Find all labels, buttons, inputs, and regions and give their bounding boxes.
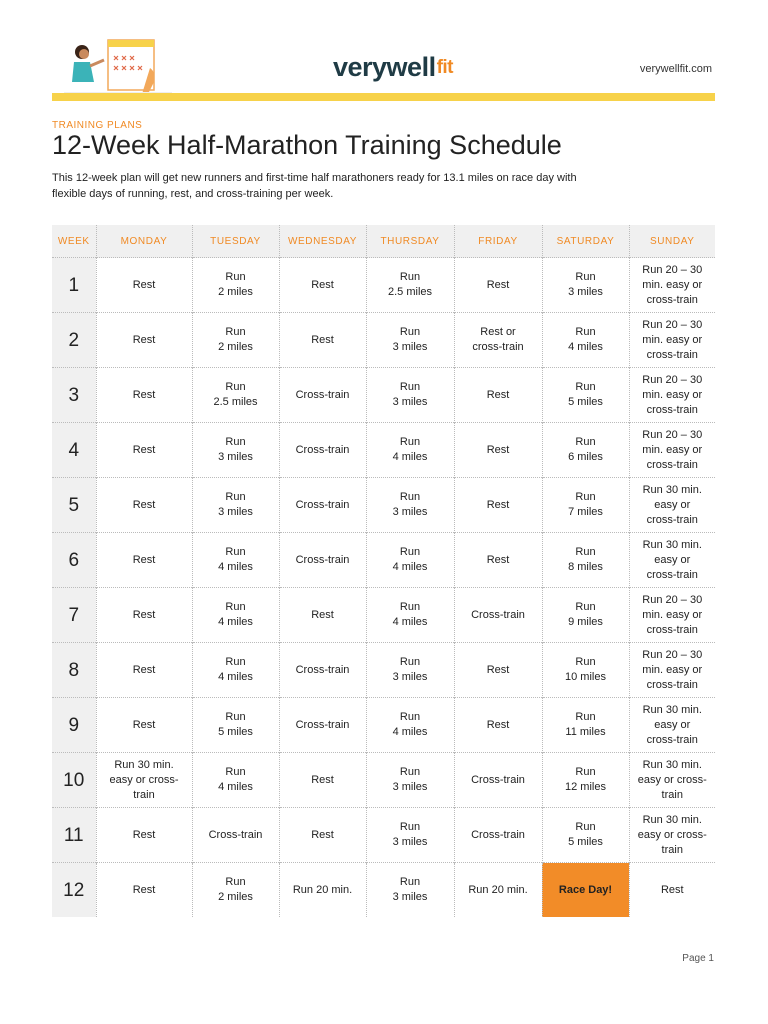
day-cell-tuesday: Run 3 miles [192, 478, 279, 533]
day-cell-tuesday: Run 4 miles [192, 643, 279, 698]
day-cell-friday: Run 20 min. [454, 863, 542, 918]
day-cell-sunday: Run 20 – 30 min. easy or cross-train [629, 368, 715, 423]
day-cell-sunday: Run 30 min. easy or cross-train [629, 478, 715, 533]
day-cell-sunday: Run 20 – 30 min. easy or cross-train [629, 258, 715, 313]
day-cell-sunday: Run 30 min. easy or cross-train [629, 698, 715, 753]
table-row [52, 533, 715, 588]
day-cell-saturday: Run 6 miles [542, 423, 629, 478]
day-cell-thursday: Run 4 miles [366, 588, 454, 643]
day-cell-saturday: Run 7 miles [542, 478, 629, 533]
day-cell-sunday: Run 20 – 30 min. easy or cross-train [629, 643, 715, 698]
day-cell-tuesday: Run 2 miles [192, 258, 279, 313]
day-cell-wednesday: Rest [279, 258, 366, 313]
table-row [52, 643, 715, 698]
week-number: 5 [52, 478, 96, 533]
day-cell-monday: Rest [96, 588, 192, 643]
day-cell-saturday: Run 12 miles [542, 753, 629, 808]
day-cell-saturday: Run 4 miles [542, 313, 629, 368]
day-cell-saturday: Run 5 miles [542, 808, 629, 863]
week-number: 3 [52, 368, 96, 423]
table-row [52, 588, 715, 643]
day-cell-friday: Rest or cross-train [454, 313, 542, 368]
day-cell-tuesday: Run 4 miles [192, 533, 279, 588]
week-number: 2 [52, 313, 96, 368]
column-header-friday: FRIDAY [454, 225, 542, 258]
day-cell-monday: Rest [96, 863, 192, 918]
header-divider [52, 93, 715, 101]
week-number: 11 [52, 808, 96, 863]
day-cell-friday: Cross-train [454, 753, 542, 808]
day-cell-thursday: Run 4 miles [366, 698, 454, 753]
day-cell-sunday: Run 20 – 30 min. easy or cross-train [629, 423, 715, 478]
day-cell-friday: Rest [454, 258, 542, 313]
column-header-thursday: THURSDAY [366, 225, 454, 258]
training-schedule-table [52, 225, 715, 917]
day-cell-friday: Rest [454, 533, 542, 588]
column-header-monday: MONDAY [96, 225, 192, 258]
day-cell-monday: Rest [96, 808, 192, 863]
day-cell-tuesday: Run 3 miles [192, 423, 279, 478]
day-cell-monday: Run 30 min. easy or cross- train [96, 753, 192, 808]
day-cell-wednesday: Cross-train [279, 368, 366, 423]
day-cell-tuesday: Run 2 miles [192, 863, 279, 918]
week-number: 4 [52, 423, 96, 478]
day-cell-thursday: Run 3 miles [366, 808, 454, 863]
day-cell-friday: Rest [454, 423, 542, 478]
day-cell-monday: Rest [96, 533, 192, 588]
day-cell-tuesday: Run 5 miles [192, 698, 279, 753]
table-header-row [52, 225, 715, 258]
column-header-saturday: SATURDAY [542, 225, 629, 258]
day-cell-tuesday: Cross-train [192, 808, 279, 863]
day-cell-monday: Rest [96, 698, 192, 753]
day-cell-thursday: Run 3 miles [366, 478, 454, 533]
day-cell-sunday: Run 30 min. easy or cross- train [629, 753, 715, 808]
intro-paragraph: This 12-week plan will get new runners and first-time half marathoners ready for 13.1 miles on race day with flexible days of running, rest, and cross-training per week. [52, 172, 577, 200]
week-number: 6 [52, 533, 96, 588]
day-cell-tuesday: Run 2 miles [192, 313, 279, 368]
day-cell-saturday: Run 3 miles [542, 258, 629, 313]
day-cell-saturday: Run 10 miles [542, 643, 629, 698]
table-row [52, 258, 715, 313]
brand-logo[interactable]: verywellfit [333, 52, 454, 82]
day-cell-saturday: Run 9 miles [542, 588, 629, 643]
day-cell-monday: Rest [96, 643, 192, 698]
day-cell-thursday: Run 3 miles [366, 753, 454, 808]
day-cell-wednesday: Rest [279, 588, 366, 643]
day-cell-friday: Cross-train [454, 808, 542, 863]
day-cell-wednesday: Cross-train [279, 478, 366, 533]
day-cell-friday: Rest [454, 478, 542, 533]
page-title: 12-Week Half-Marathon Training Schedule [52, 130, 562, 160]
day-cell-wednesday: Run 20 min. [279, 863, 366, 918]
table-row [52, 313, 715, 368]
day-cell-sunday: Run 20 – 30 min. easy or cross-train [629, 313, 715, 368]
day-cell-sunday: Run 30 min. easy or cross-train [629, 533, 715, 588]
day-cell-monday: Rest [96, 368, 192, 423]
day-cell-tuesday: Run 4 miles [192, 753, 279, 808]
week-number: 9 [52, 698, 96, 753]
column-header-week: WEEK [52, 225, 96, 258]
day-cell-monday: Rest [96, 313, 192, 368]
column-header-tuesday: TUESDAY [192, 225, 279, 258]
table-row [52, 863, 715, 918]
day-cell-wednesday: Cross-train [279, 643, 366, 698]
day-cell-saturday: Run 5 miles [542, 368, 629, 423]
day-cell-friday: Rest [454, 698, 542, 753]
day-cell-saturday: Run 8 miles [542, 533, 629, 588]
day-cell-friday: Cross-train [454, 588, 542, 643]
day-cell-friday: Rest [454, 643, 542, 698]
column-header-sunday: SUNDAY [629, 225, 715, 258]
day-cell-thursday: Run 3 miles [366, 643, 454, 698]
day-cell-saturday: Run 11 miles [542, 698, 629, 753]
day-cell-wednesday: Rest [279, 313, 366, 368]
day-cell-tuesday: Run 4 miles [192, 588, 279, 643]
week-number: 1 [52, 258, 96, 313]
table-row [52, 808, 715, 863]
table-row [52, 368, 715, 423]
week-number: 10 [52, 753, 96, 808]
category-label: TRAINING PLANS [52, 120, 143, 131]
week-number: 8 [52, 643, 96, 698]
table-row [52, 753, 715, 808]
day-cell-monday: Rest [96, 423, 192, 478]
table-row [52, 698, 715, 753]
table-row [52, 423, 715, 478]
day-cell-friday: Rest [454, 368, 542, 423]
day-cell-sunday: Run 20 – 30 min. easy or cross-train [629, 588, 715, 643]
table-row [52, 478, 715, 533]
day-cell-wednesday: Rest [279, 753, 366, 808]
day-cell-tuesday: Run 2.5 miles [192, 368, 279, 423]
day-cell-monday: Rest [96, 478, 192, 533]
day-cell-wednesday: Cross-train [279, 533, 366, 588]
day-cell-wednesday: Cross-train [279, 698, 366, 753]
day-cell-thursday: Run 3 miles [366, 313, 454, 368]
day-cell-thursday: Run 4 miles [366, 533, 454, 588]
page-number: Page 1 [682, 953, 714, 964]
day-cell-thursday: Run 3 miles [366, 863, 454, 918]
day-cell-sunday: Rest [629, 863, 715, 918]
week-number: 12 [52, 863, 96, 918]
day-cell-sunday: Run 30 min. easy or cross- train [629, 808, 715, 863]
column-header-wednesday: WEDNESDAY [279, 225, 366, 258]
day-cell-thursday: Run 2.5 miles [366, 258, 454, 313]
runner-calendar-illustration [64, 38, 172, 98]
day-cell-thursday: Run 4 miles [366, 423, 454, 478]
day-cell-monday: Rest [96, 258, 192, 313]
day-cell-wednesday: Cross-train [279, 423, 366, 478]
race-day-cell: Race Day! [542, 863, 629, 918]
day-cell-wednesday: Rest [279, 808, 366, 863]
site-url[interactable]: verywellfit.com [639, 63, 712, 75]
page-header [0, 0, 768, 104]
day-cell-thursday: Run 3 miles [366, 368, 454, 423]
week-number: 7 [52, 588, 96, 643]
